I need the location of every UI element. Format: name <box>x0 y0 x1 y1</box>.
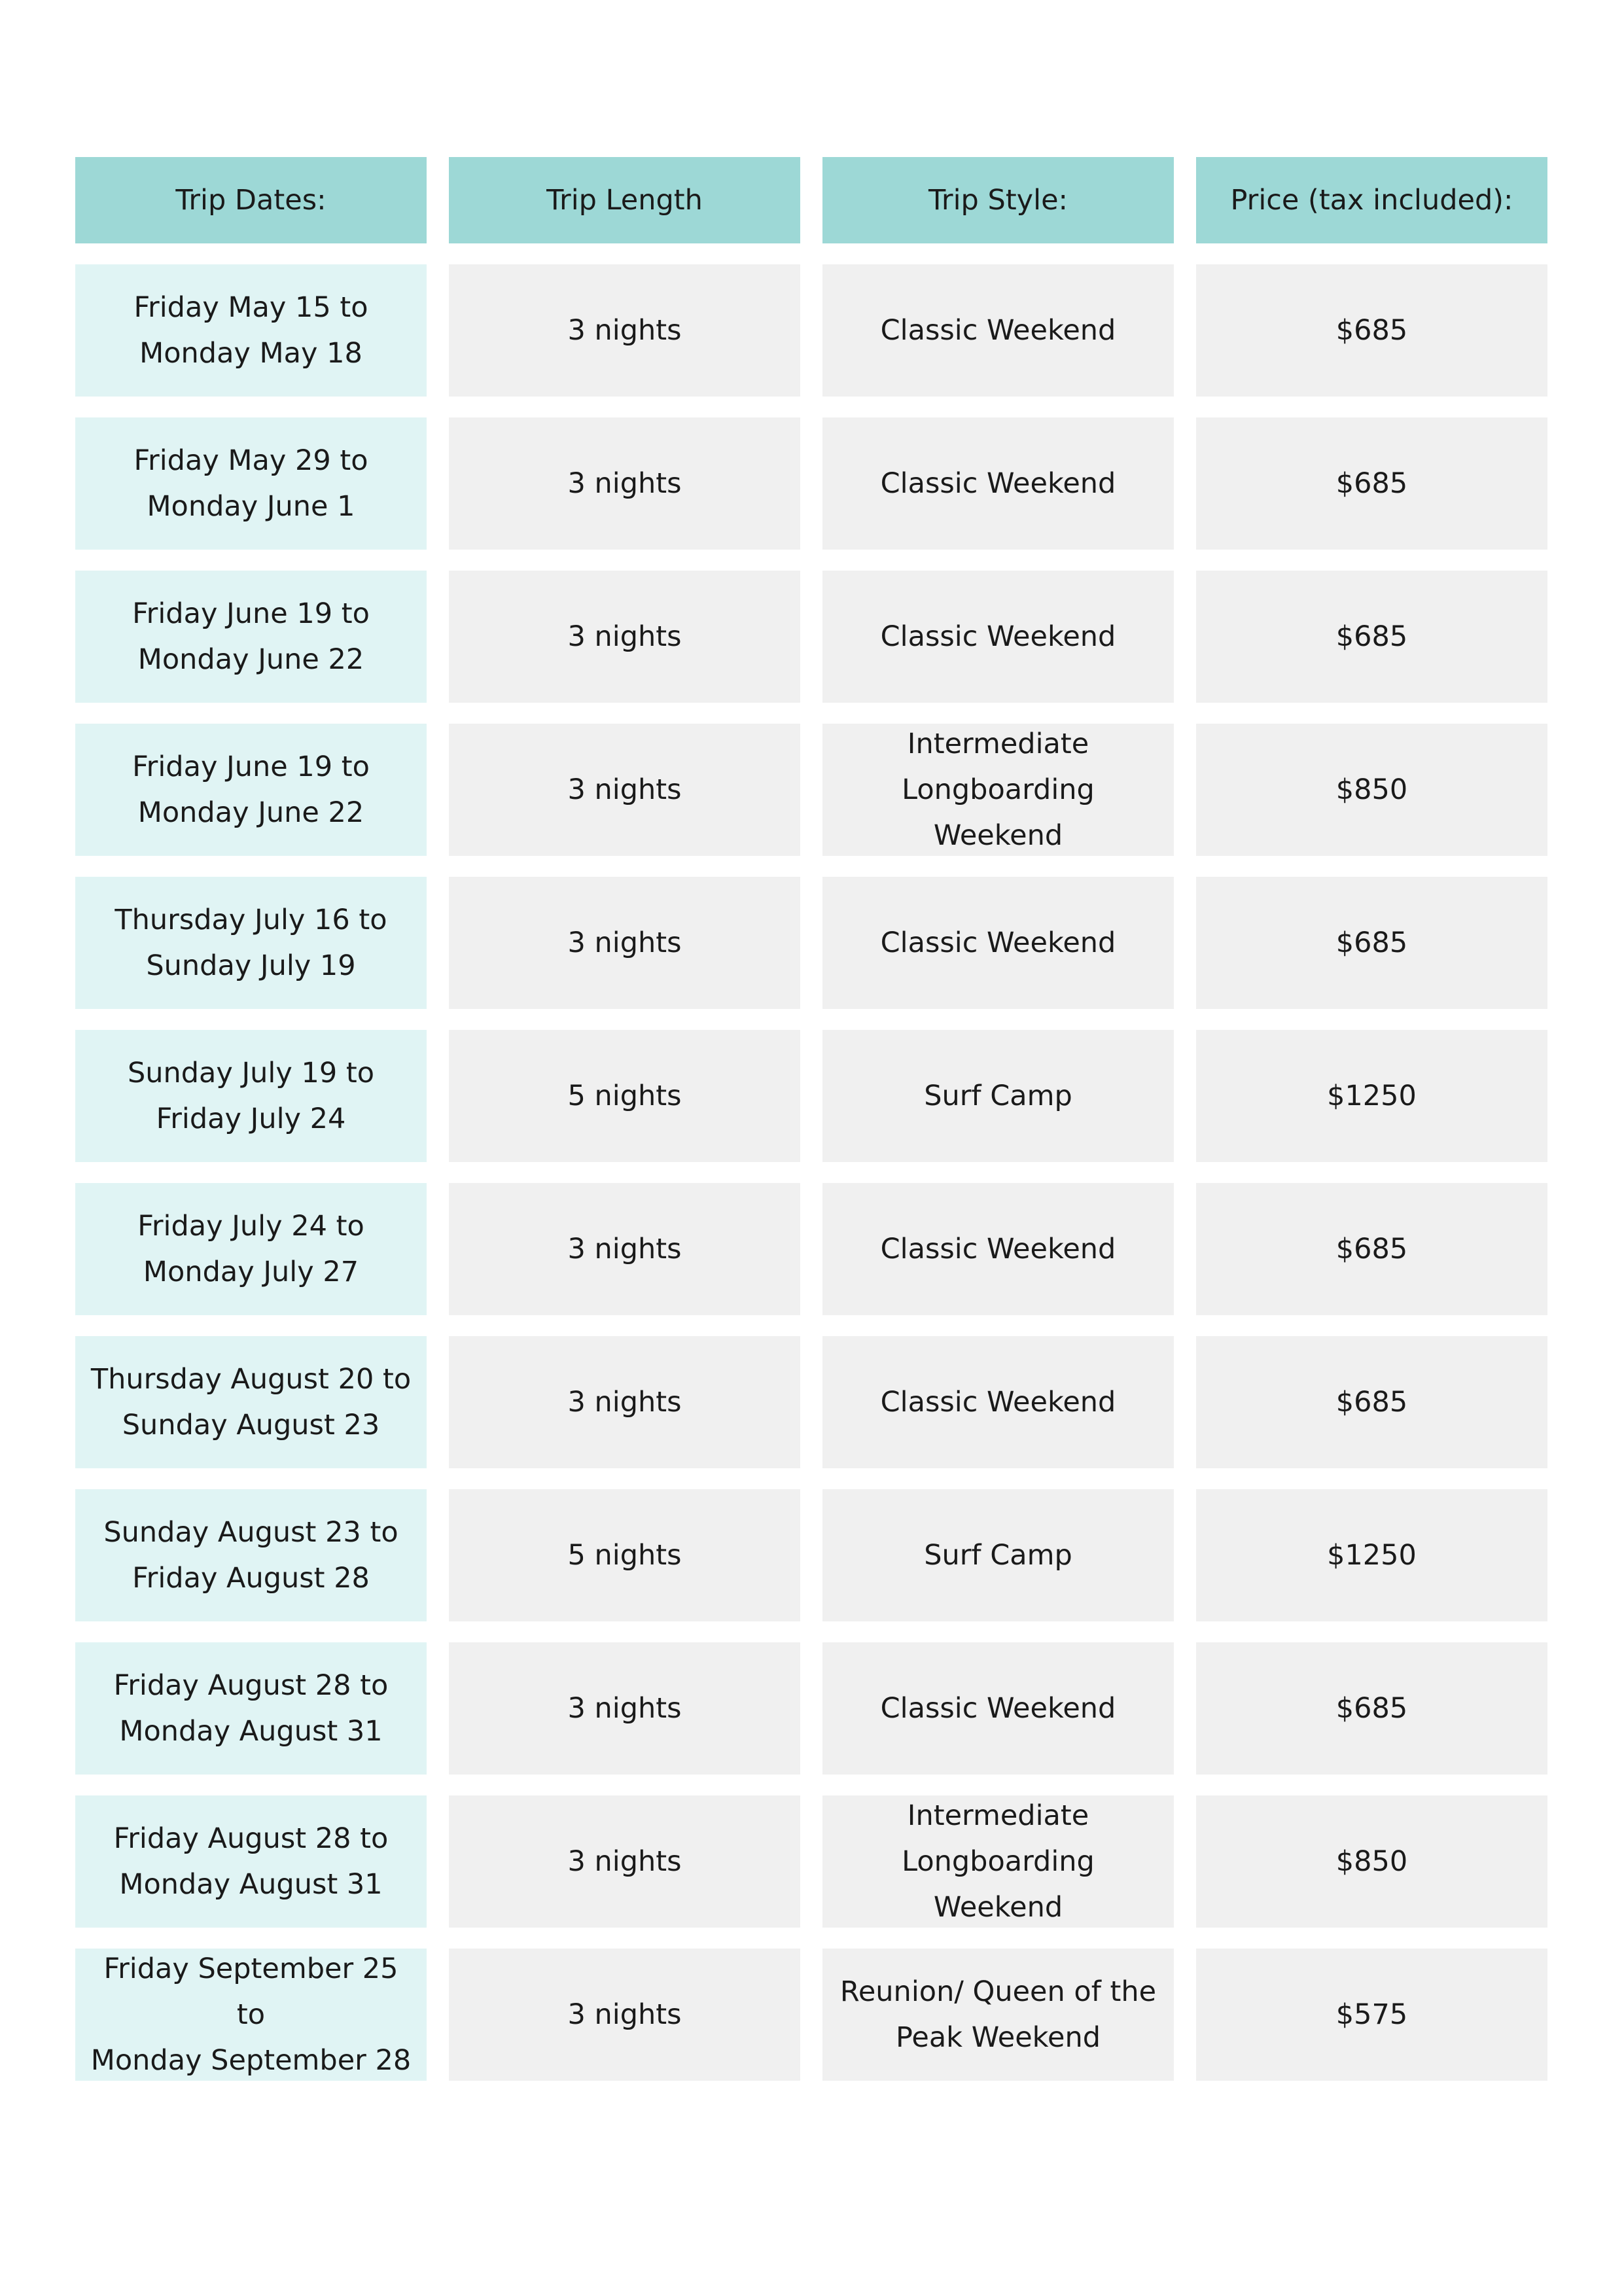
trip-length-text: 3 nights <box>567 1692 682 1725</box>
trip-length-text: 5 nights <box>567 1539 682 1572</box>
trip-style-text: Peak Weekend <box>895 2021 1101 2054</box>
cell-trip-dates <box>75 571 427 703</box>
price-text: $685 <box>1335 1692 1408 1725</box>
price-text: $685 <box>1335 927 1408 959</box>
cell-trip-style <box>822 1336 1174 1468</box>
trip-dates-text: Friday June 19 to <box>132 597 370 630</box>
price-text: $850 <box>1335 1845 1408 1878</box>
trip-style-text: Surf Camp <box>924 1080 1072 1112</box>
cell-trip-dates <box>75 1489 427 1621</box>
trip-length-text: 3 nights <box>567 1845 682 1878</box>
cell-price <box>1196 1183 1547 1315</box>
trip-length-text: 3 nights <box>567 1233 682 1265</box>
price-text: $850 <box>1335 773 1408 806</box>
trip-dates-text: Monday May 18 <box>139 337 362 370</box>
cell-trip-style <box>822 1183 1174 1315</box>
cell-trip-dates <box>75 877 427 1009</box>
trip-style-text: Classic Weekend <box>880 1692 1116 1725</box>
cell-trip-style <box>822 417 1174 550</box>
cell-trip-length <box>449 724 800 856</box>
trip-length-text: 5 nights <box>567 1080 682 1112</box>
trip-style-text: Intermediate <box>907 728 1089 760</box>
trip-dates-text: Sunday August 23 <box>122 1409 380 1441</box>
trip-length-text: 3 nights <box>567 620 682 653</box>
trip-style-text: Classic Weekend <box>880 314 1116 347</box>
trip-dates-text: Friday May 29 to <box>133 444 368 477</box>
trip-dates-text: Friday August 28 <box>132 1562 370 1595</box>
trip-style-text: Classic Weekend <box>880 927 1116 959</box>
cell-trip-style <box>822 571 1174 703</box>
cell-trip-length <box>449 1183 800 1315</box>
cell-trip-dates <box>75 264 427 397</box>
trip-length-text: 3 nights <box>567 1998 682 2031</box>
cell-trip-dates <box>75 1183 427 1315</box>
trip-dates-text: Monday August 31 <box>119 1868 383 1901</box>
cell-price <box>1196 1030 1547 1162</box>
cell-trip-length <box>449 1795 800 1928</box>
trip-dates-text: Sunday July 19 to <box>127 1057 375 1089</box>
cell-price <box>1196 264 1547 397</box>
trip-dates-text: Friday September 25 to <box>103 1952 398 2031</box>
cell-trip-length <box>449 264 800 397</box>
cell-price <box>1196 1795 1547 1928</box>
trip-style-text: Classic Weekend <box>880 1386 1116 1419</box>
trip-length-text: 3 nights <box>567 773 682 806</box>
trip-dates-text: Monday June 1 <box>147 490 355 523</box>
trip-dates-text: Monday June 22 <box>137 643 364 676</box>
cell-price <box>1196 877 1547 1009</box>
cell-price <box>1196 1489 1547 1621</box>
header-trip-length: Trip Length <box>449 157 800 243</box>
cell-trip-dates <box>75 1336 427 1468</box>
trip-dates-text: Monday August 31 <box>119 1715 383 1748</box>
trip-length-text: 3 nights <box>567 467 682 500</box>
cell-trip-dates <box>75 1949 427 2081</box>
cell-trip-style <box>822 724 1174 856</box>
trip-length-text: 3 nights <box>567 1386 682 1419</box>
trip-dates-text: Thursday August 20 to <box>90 1363 412 1396</box>
trip-dates-text: Friday June 19 to <box>132 751 370 783</box>
trip-dates-text: Sunday August 23 to <box>103 1516 398 1549</box>
cell-trip-length <box>449 417 800 550</box>
trip-dates-text: Friday August 28 to <box>113 1669 389 1702</box>
cell-trip-dates <box>75 1795 427 1928</box>
trip-dates-text: Friday July 24 to <box>137 1210 364 1243</box>
trip-style-text: Surf Camp <box>924 1539 1072 1572</box>
cell-price <box>1196 1642 1547 1775</box>
cell-price <box>1196 417 1547 550</box>
trip-style-text: Reunion/ Queen of the <box>839 1975 1157 2008</box>
cell-trip-dates <box>75 724 427 856</box>
cell-price <box>1196 571 1547 703</box>
trip-style-text: Longboarding Weekend <box>902 773 1095 852</box>
trip-style-text: Intermediate <box>907 1799 1089 1832</box>
trip-dates-text: Monday June 22 <box>137 796 364 829</box>
cell-price <box>1196 1336 1547 1468</box>
price-text: $1250 <box>1327 1539 1417 1572</box>
trip-style-text: Longboarding Weekend <box>902 1845 1095 1924</box>
cell-trip-style <box>822 1642 1174 1775</box>
trip-dates-text: Friday July 24 <box>156 1103 346 1135</box>
cell-trip-length <box>449 1030 800 1162</box>
price-text: $685 <box>1335 1386 1408 1419</box>
cell-trip-style <box>822 1795 1174 1928</box>
trip-dates-text: Thursday July 16 to <box>115 904 387 936</box>
cell-trip-style <box>822 877 1174 1009</box>
trip-dates-text: Monday July 27 <box>143 1256 359 1288</box>
cell-trip-style <box>822 264 1174 397</box>
trip-style-text: Classic Weekend <box>880 1233 1116 1265</box>
cell-trip-length <box>449 1336 800 1468</box>
cell-trip-style <box>822 1030 1174 1162</box>
cell-trip-length <box>449 1949 800 2081</box>
trip-length-text: 3 nights <box>567 314 682 347</box>
cell-trip-style <box>822 1949 1174 2081</box>
header-price: Price (tax included): <box>1196 157 1547 243</box>
cell-trip-dates <box>75 1030 427 1162</box>
header-trip-style: Trip Style: <box>822 157 1174 243</box>
price-text: $575 <box>1335 1998 1408 2031</box>
trip-schedule-table <box>75 157 1548 2102</box>
price-text: $685 <box>1335 620 1408 653</box>
trip-length-text: 3 nights <box>567 927 682 959</box>
price-text: $685 <box>1335 1233 1408 1265</box>
trip-dates-text: Sunday July 19 <box>146 949 356 982</box>
cell-price <box>1196 724 1547 856</box>
cell-trip-length <box>449 1489 800 1621</box>
cell-trip-dates <box>75 417 427 550</box>
price-text: $1250 <box>1327 1080 1417 1112</box>
cell-trip-style <box>822 1489 1174 1621</box>
cell-trip-length <box>449 877 800 1009</box>
cell-trip-length <box>449 571 800 703</box>
trip-dates-text: Monday September 28 <box>90 2044 412 2077</box>
trip-dates-text: Friday August 28 to <box>113 1822 389 1855</box>
trip-style-text: Classic Weekend <box>880 467 1116 500</box>
cell-trip-length <box>449 1642 800 1775</box>
price-text: $685 <box>1335 314 1408 347</box>
header-trip-dates: Trip Dates: <box>75 157 427 243</box>
price-text: $685 <box>1335 467 1408 500</box>
cell-price <box>1196 1949 1547 2081</box>
trip-dates-text: Friday May 15 to <box>133 291 368 324</box>
cell-trip-dates <box>75 1642 427 1775</box>
trip-style-text: Classic Weekend <box>880 620 1116 653</box>
